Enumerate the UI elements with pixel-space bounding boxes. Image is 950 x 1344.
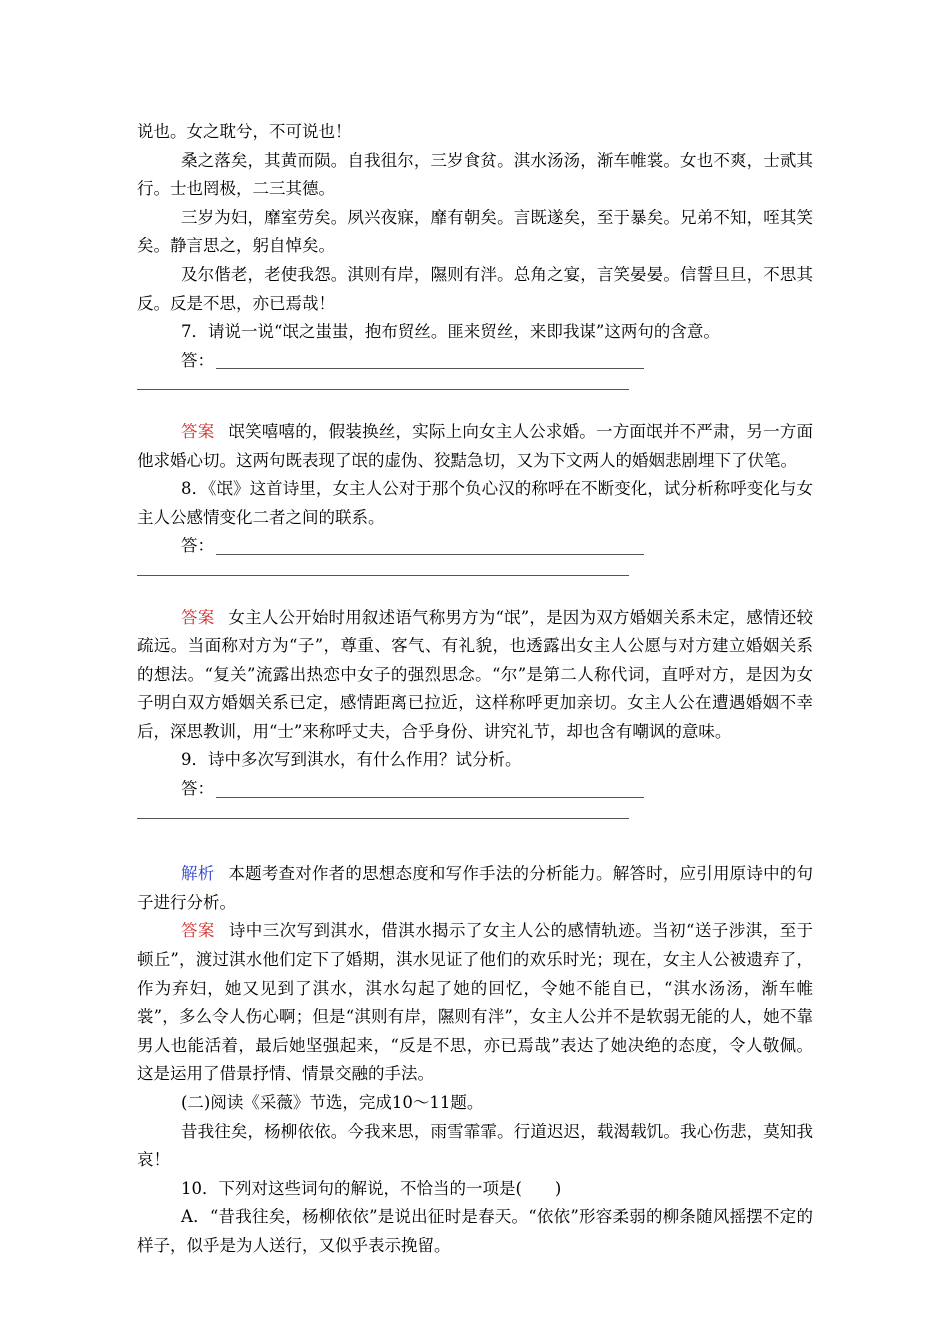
answer-line-q8 — [137, 532, 813, 561]
answer-line-q9 — [137, 775, 813, 804]
caiwei-excerpt: 昔我往矣，杨柳依依。今我来思，雨雪霏霏。行道迟迟，载渴载饥。我心伤悲，莫知我哀！ — [137, 1121, 813, 1170]
answer-tag: 答案 — [181, 607, 215, 627]
analysis-q9 — [137, 860, 813, 917]
question-9: 9．诗中多次写到淇水，有什么作用？试分析。 — [181, 750, 522, 770]
option-a: A．“昔我往矣，杨柳依依”是说出征时是春天。“依依”形容柔弱的柳条随风摇摆不定的样子，似乎是为人送行，又似乎表示挽留。 — [137, 1207, 813, 1255]
answer-q9 — [137, 917, 813, 1089]
answer-line-q7 — [137, 347, 813, 376]
answer-q8 — [137, 604, 813, 747]
answer-blank-line — [137, 804, 813, 833]
answer-blank — [216, 352, 644, 369]
poem-stanza-sang: 桑之落矣，其黄而陨。自我徂尔，三岁食贫。淇水汤汤，渐车帷裳。女也不爽，士贰其行。士也罔极，二三其德。 — [137, 150, 813, 199]
question-7: 7．请说一说“氓之蚩蚩，抱布贸丝。匪来贸丝，来即我谋”这两句的含意。 — [181, 322, 720, 342]
answer-label: 答： — [181, 779, 214, 799]
poem-line-1: 说也。女之耽兮，不可说也！ — [137, 122, 352, 141]
poem-stanza-sansui: 三岁为妇，靡室劳矣。夙兴夜寐，靡有朝矣。言既遂矣，至于暴矣。兄弟不知，咥其笑矣。静言思之，躬自悼矣。 — [137, 207, 813, 256]
analysis-text: 本题考查对作者的思想态度和写作手法的分析能力。解答时，应引用原诗中的句子进行分析。 — [137, 864, 814, 912]
answer-blank — [216, 781, 644, 798]
answer-label: 答： — [181, 350, 214, 370]
answer-label: 答： — [181, 536, 214, 556]
answer-blank — [216, 538, 644, 555]
answer-text: 女主人公开始时用叙述语气称男方为“氓”，是因为双方婚姻关系未定，感情还较疏远。当面称对方为“子”，尊重、客气、有礼貌，也透露出女主人公愿与对方建立婚姻关系的想法。“复关”流露出热恋中女子的强烈思念。“尔”是第二人称代词，直呼对方，是因为女子明白双方婚姻关系已定，感情距离已拉近，这样称呼更加亲切。女主人公在遭遇婚姻不幸后，深思教训，用“士”来称呼丈夫，合乎身份、讲究礼节，却也含有嘲讽的意味。 — [137, 607, 814, 741]
answer-blank-line — [137, 561, 813, 590]
document-body — [137, 118, 813, 1261]
poem-stanza-jier: 及尔偕老，老使我怨。淇则有岸，隰则有泮。总角之宴，言笑晏晏。信誓旦旦，不思其反。反是不思，亦已焉哉！ — [137, 264, 813, 313]
answer-tag: 答案 — [181, 921, 215, 941]
question-8: 8．《氓》这首诗里，女主人公对于那个负心汉的称呼在不断变化，试分析称呼变化与女主人公感情变化二者之间的联系。 — [137, 479, 813, 527]
analysis-tag: 解析 — [181, 864, 215, 884]
answer-blank-line — [137, 375, 813, 404]
answer-q7 — [137, 418, 813, 475]
answer-tag: 答案 — [181, 421, 215, 441]
question-10: 10．下列对这些词句的解说，不恰当的一项是( ) — [181, 1178, 562, 1198]
section-heading: (二)阅读《采薇》节选，完成10～11题。 — [181, 1093, 484, 1112]
answer-text: 氓笑嘻嘻的，假装换丝，实际上向女主人公求婚。一方面氓并不严肃，另一方面他求婚心切。这两句既表现了氓的虚伪、狡黠急切，又为下文两人的婚姻悲剧埋下了伏笔。 — [137, 421, 814, 470]
answer-text: 诗中三次写到淇水，借淇水揭示了女主人公的感情轨迹。当初“送子涉淇，至于顿丘”，渡过淇水他们定下了婚期，淇水见证了他们的欢乐时光；现在，女主人公被遗弃了，作为弃妇，她又见到了淇水，淇水勾起了她的回忆，令她不能自已，“淇水汤汤，渐车帷裳”，多么令人伤心啊；但是“淇则有岸，隰则有泮”，女主人公并不是软弱无能的人，她不靠男人也能活着，最后她坚强起来，“反是不思，亦已焉哉”表达了她决绝的态度，令人敬佩。这是运用了借景抒情、情景交融的手法。 — [137, 921, 814, 1084]
